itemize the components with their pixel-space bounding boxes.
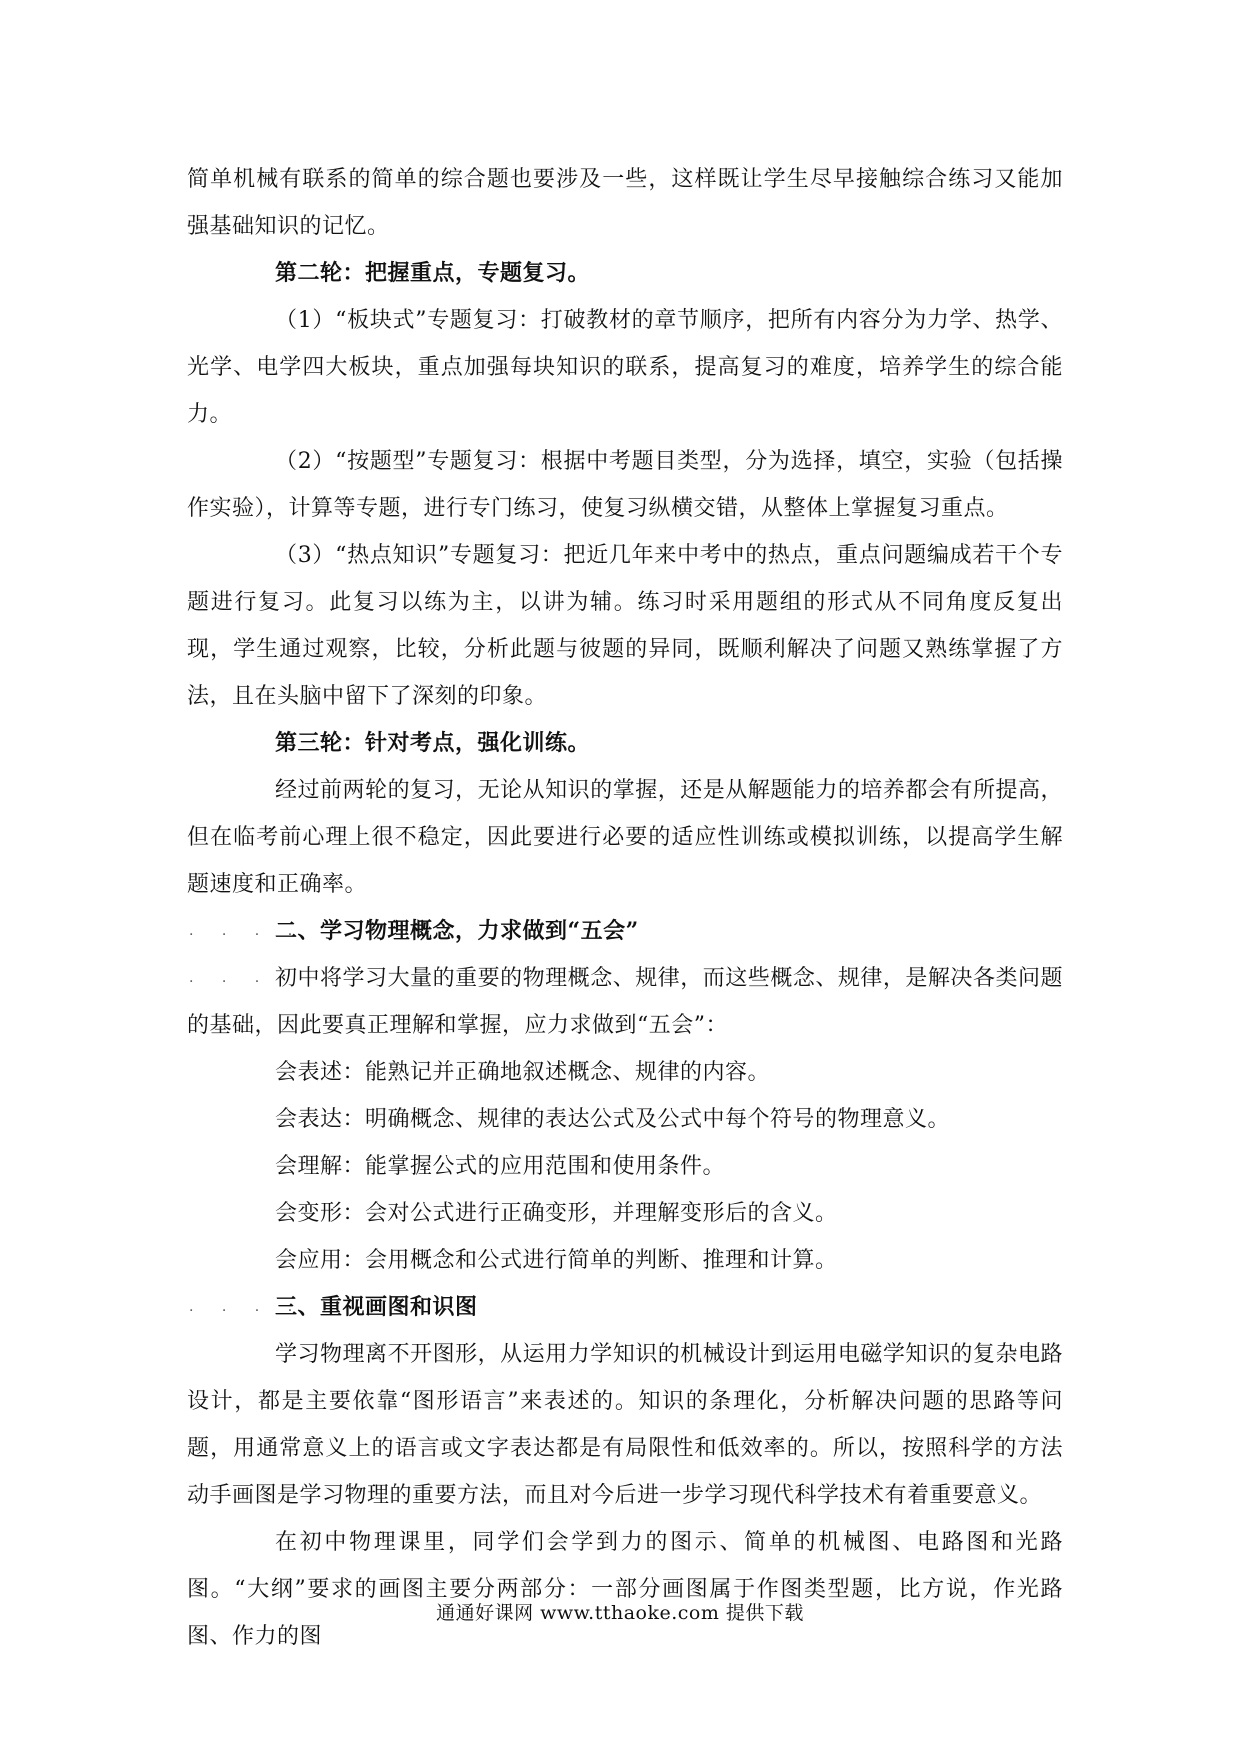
list-item-understand: 会理解：能掌握公式的应用范围和使用条件。 bbox=[275, 1154, 726, 1179]
list-item-describe: 会表述：能熟记并正确地叙述概念、规律的内容。 bbox=[275, 1060, 771, 1085]
margin-dots: . . . bbox=[189, 970, 272, 986]
paragraph-drawing-importance: 学习物理离不开图形，从运用力学知识的机械设计到运用电磁学知识的复杂电路设计，都是主要依靠“图形语言”来表述的。知识的条理化，分析解决问题的思路等问题，用通常意义上的语言或文字表达都是有局限性和低效率的。所以，按照科学的方法动手画图是学习物理的重要方法，而且对今后进一步学习现代科学技术有着重要意义。 bbox=[187, 1342, 1063, 1508]
heading-round-two: 第二轮：把握重点，专题复习。 bbox=[275, 260, 591, 286]
margin-dots: . . . . bbox=[189, 923, 305, 939]
list-item-express: 会表达：明确概念、规律的表达公式及公式中每个符号的物理意义。 bbox=[275, 1107, 951, 1132]
paragraph-intensive-training: 经过前两轮的复习，无论从知识的掌握，还是从解题能力的培养都会有所提高，但在临考前心理上很不稳定，因此要进行必要的适应性训练或模拟训练，以提高学生解题速度和正确率。 bbox=[187, 778, 1063, 897]
document-body bbox=[187, 156, 1063, 1660]
page-footer: 通通好课网 www.tthaoke.com 提供下载 bbox=[436, 1602, 804, 1624]
list-item-transform: 会变形：会对公式进行正确变形，并理解变形后的含义。 bbox=[275, 1201, 838, 1226]
paragraph-simple-machines: 简单机械有联系的简单的综合题也要涉及一些，这样既让学生尽早接触综合练习又能加强基础知识的记忆。 bbox=[187, 167, 1063, 239]
heading-round-three: 第三轮：针对考点，强化训练。 bbox=[275, 730, 591, 756]
paragraph-physics-concepts: 初中将学习大量的重要的物理概念、规律，而这些概念、规律，是解决各类问题的基础，因此要真正理解和掌握，应力求做到“五会”： bbox=[187, 966, 1063, 1038]
paragraph-block-review: （1）“板块式”专题复习：打破教材的章节顺序，把所有内容分为力学、热学、光学、电学四大板块，重点加强每块知识的联系，提高复习的难度，培养学生的综合能力。 bbox=[187, 308, 1063, 427]
concepts-paragraph-row bbox=[187, 955, 1063, 1049]
heading-section-three: 三、重视画图和识图 bbox=[275, 1294, 478, 1320]
heading-section-two: 二、学习物理概念，力求做到“五会” bbox=[275, 918, 639, 944]
section-two-row bbox=[187, 908, 1063, 955]
list-item-apply: 会应用：会用概念和公式进行简单的判断、推理和计算。 bbox=[275, 1248, 838, 1273]
section-three-row bbox=[187, 1284, 1063, 1331]
paragraph-drawing-types: 在初中物理课里，同学们会学到力的图示、简单的机械图、电路图和光路图。“大纲”要求的画图主要分两部分：一部分画图属于作图类型题，比方说，作光路图、作力的图 bbox=[187, 1530, 1063, 1649]
paragraph-hot-topic-review: （3）“热点知识”专题复习：把近几年来中考中的热点，重点问题编成若干个专题进行复习。此复习以练为主，以讲为辅。练习时采用题组的形式从不同角度反复出现，学生通过观察，比较，分析此题与彼题的异同，既顺利解决了问题又熟练掌握了方法，且在头脑中留下了深刻的印象。 bbox=[187, 543, 1063, 709]
paragraph-question-type-review: （2）“按题型”专题复习：根据中考题目类型，分为选择，填空，实验（包括操作实验），计算等专题，进行专门练习，使复习纵横交错，从整体上掌握复习重点。 bbox=[187, 449, 1063, 521]
margin-dots: . . . . bbox=[189, 1299, 305, 1315]
